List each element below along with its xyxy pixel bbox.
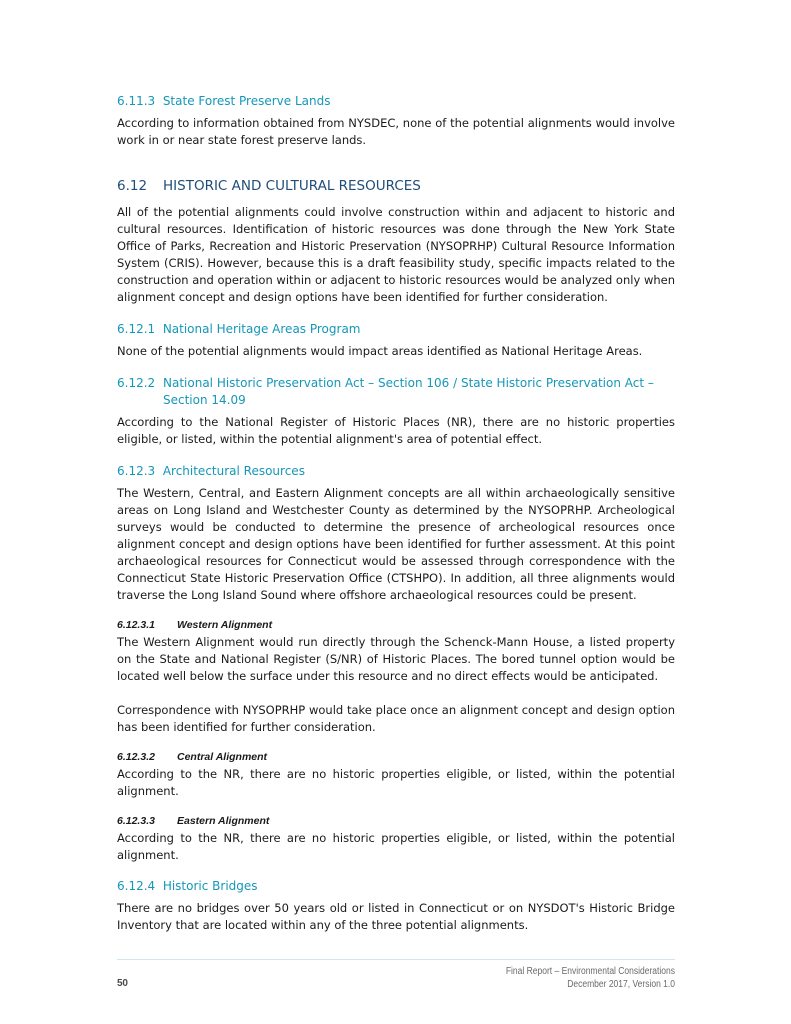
section-title: Architectural Resources xyxy=(162,464,305,478)
section-number: 6.12.3.3 xyxy=(117,815,155,827)
paragraph-6-12-3-1b: Correspondence with NYSOPRHP would take place once an alignment concept and design option has been identified for further consideration. xyxy=(117,703,675,734)
heading-6-12-3-3 xyxy=(117,814,675,829)
footer-divider xyxy=(117,959,675,960)
paragraph-6-12-2: According to the National Register of Historic Places (NR), there are no historic properties eligible, or listed, within the potential alignment's area of potential effect. xyxy=(117,415,675,446)
section-number: 6.12.2 xyxy=(117,376,156,390)
section-number: 6.12.3.2 xyxy=(117,751,155,763)
paragraph-6-12-3-3: According to the NR, there are no historic properties eligible, or listed, within the potential alignment. xyxy=(117,831,675,862)
paragraph-6-12-1: None of the potential alignments would impact areas identified as National Heritage Areas. xyxy=(117,344,643,358)
heading-6-12 xyxy=(117,177,675,195)
paragraph-6-12-3: The Western, Central, and Eastern Alignment concepts are all within archaeologically sensitive areas on Long Island and Westchester County as determined by the NYSOPRHP. Archeological surveys would be conducted to determine the presence of archeological resources once alignment concept and design options have been identified for further assessment. At this point archaeological resources for Connecticut would be assessed through correspondence with the Connecticut State Historic Preservation Office (CTSHPO). In addition, all three alignments would traverse the Long Island Sound where offshore archaeological resources could be present. xyxy=(117,486,675,602)
section-title: National Historic Preservation Act – Section 106 / State Historic Preservation Act – Section 14.09 xyxy=(163,376,654,407)
section-number: 6.12.4 xyxy=(117,879,156,893)
section-number: 6.12.3.1 xyxy=(117,619,155,631)
section-title: Western Alignment xyxy=(177,619,273,631)
heading-6-12-4 xyxy=(117,878,675,895)
section-title: Eastern Alignment xyxy=(177,815,270,827)
footer-date-version: December 2017, Version 1.0 xyxy=(567,979,675,990)
section-number: 6.12.1 xyxy=(117,322,156,336)
section-title: National Heritage Areas Program xyxy=(162,322,361,336)
section-number: 6.12 xyxy=(117,178,148,194)
section-title: HISTORIC AND CULTURAL RESOURCES xyxy=(163,178,421,194)
section-title: Historic Bridges xyxy=(162,879,258,893)
heading-6-12-3-2 xyxy=(117,750,675,765)
section-title: State Forest Preserve Lands xyxy=(162,94,331,108)
paragraph-6-12-4: There are no bridges over 50 years old or listed in Connecticut or on NYSDOT's Historic Bridge Inventory that are located within any of the three potential alignments. xyxy=(117,901,675,932)
section-title: Central Alignment xyxy=(177,751,268,763)
section-number: 6.11.3 xyxy=(117,94,156,108)
heading-6-12-2 xyxy=(117,375,675,409)
page-number: 50 xyxy=(117,978,128,989)
heading-6-11-3 xyxy=(117,93,675,110)
page-content xyxy=(117,91,675,934)
heading-6-12-3 xyxy=(117,463,675,480)
paragraph-6-12-3-2: According to the NR, there are no historic properties eligible, or listed, within the potential alignment. xyxy=(117,767,675,798)
footer-info xyxy=(506,965,675,991)
paragraph-6-12-3-1a: The Western Alignment would run directly through the Schenck-Mann House, a listed property on the State and National Register (S/NR) of Historic Places. The bored tunnel option would be located well below the surface under this resource and no direct effects would be anticipated. xyxy=(117,635,675,683)
heading-6-12-3-1 xyxy=(117,618,675,633)
heading-6-12-1 xyxy=(117,321,675,338)
footer-report-title: Final Report – Environmental Considerations xyxy=(505,966,675,977)
paragraph-6-12: All of the potential alignments could involve construction within and adjacent to historic and cultural resources. Identification of historic resources was done through the New York State Office of Parks, Recreation and Historic Preservation (NYSOPRHP) Cultural Resource Information System (CRIS). However, because this is a draft feasibility study, specific impacts related to the construction and operation within or adjacent to historic resources would be analyzed only when alignment concept and design options have been identified for further consideration. xyxy=(117,205,675,304)
paragraph-6-11-3: According to information obtained from NYSDEC, none of the potential alignments would involve work in or near state forest preserve lands. xyxy=(117,116,675,147)
section-number: 6.12.3 xyxy=(117,464,156,478)
